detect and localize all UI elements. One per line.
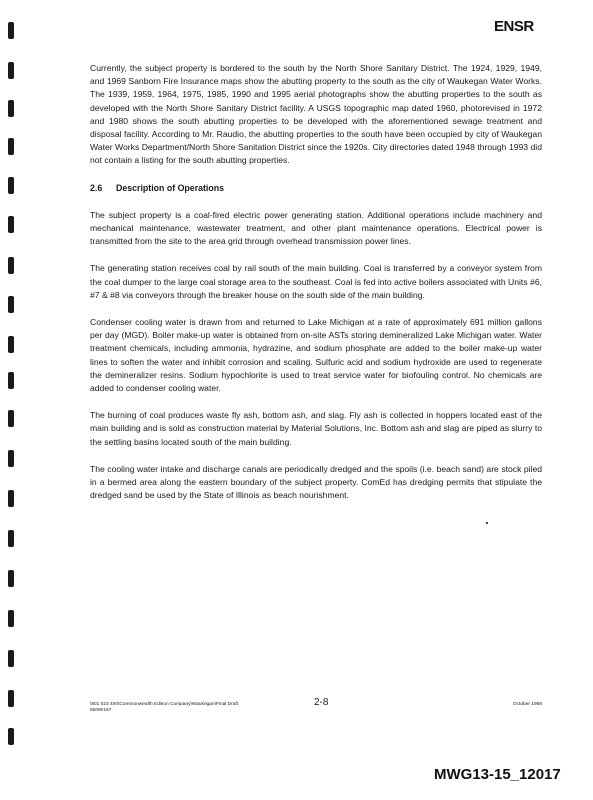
operations-paragraph-1: The subject property is a coal-fired electric power generating station. Additional operations include machinery and mechanical maintenance, wastewater treatment, and other plant maintenance operations. Electrical power is transmitted from the site to the area grid through overhead transmission power lines.	[90, 209, 542, 247]
stray-mark	[486, 522, 488, 524]
binding-hole-marks	[8, 0, 20, 800]
operations-paragraph-4: The burning of coal produces waste fly ash, bottom ash, and slag. Fly ash is collected in hoppers located east of the main building and is sold as construction material by Material Solutions, Inc. Bottom ash and slag are piped as slurry to the settling basins located south of the main building.	[90, 410, 542, 447]
footer-file-path	[90, 702, 290, 714]
operations-paragraph-3: Condenser cooling water is drawn from and returned to Lake Michigan at a rate of approximately 691 million gallons per day (MGD). Boiler make-up water is obtained from on-site ASTs storing demineralized Lake Michigan water. Water treatment chemicals, including ammonia, hydrazine, and sodium phosphate are added to the boiler make-up water lines to soften the water and inhibit corrosion and scaling. Sulfuric acid and sodium hydroxide are used to regenerate the demineralizer resins. Sodium hypochlorite is used to treat service water for biofouling control. No chemicals are added to condenser cooling water.	[90, 317, 542, 394]
company-logo: ENSR	[494, 18, 534, 35]
footer-path-line: \801 023 400\Commonwealth Edison Company\Waukegan\Final Draft	[90, 702, 239, 707]
section-heading	[90, 182, 542, 195]
bates-number: MWG13-15_12017	[434, 766, 561, 783]
footer-date: October 1998	[512, 702, 542, 707]
page-number: 2-8	[314, 697, 329, 708]
intro-paragraph: Currently, the subject property is bordered to the south by the North Shore Sanitary District. The 1924, 1929, 1949, and 1969 Sanborn Fire Insurance maps show the abutting property to the south as the city of Waukegan Water Works. The 1939, 1959, 1964, 1975, 1985, 1990 and 1995 aerial photographs show the abutting properties to the south as developed with the North Shore Sanitary District facility. A USGS topographic map dated 1960, photorevised in 1972 and 1980 shows the south abutting properties to be developed with the aforementioned sewage treatment and disposal facility. According to Mr. Raudio, the abutting properties to the south have been occupied by city of Waukegan Water Works Department/North Shore Sanitation District since the 1920s. City directories dated 1948 through 1993 did not contain a listing for the south abutting properties.	[90, 63, 542, 166]
section-number: 2.6	[90, 182, 103, 193]
footer-project-number: 85090167	[90, 708, 112, 713]
operations-paragraph-5: The cooling water intake and discharge canals are periodically dredged and the spoils (i.e. beach sand) are stock piled in a bermed area along the eastern boundary of the subject property. ComEd has dredging permits that stipulate the dredged sand be used by the State of Illinois as beach nourishment.	[90, 463, 542, 501]
section-title: Description of Operations	[116, 182, 225, 193]
document-body	[90, 62, 542, 516]
operations-paragraph-2: The generating station receives coal by rail south of the main building. Coal is transferred by a conveyor system from the coal dumper to the large coal storage area to the southeast. Coal is fed into active boilers associated with Units #6, #7 & #8 via conveyors through the breaker house on the south side of the main building.	[90, 263, 542, 300]
